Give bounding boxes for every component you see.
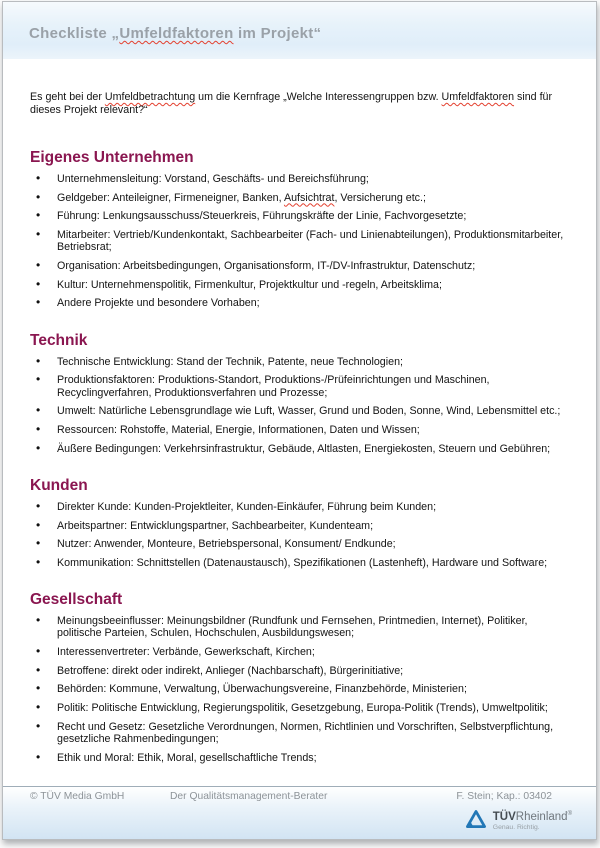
list-item: • Unternehmensleitung: Vorstand, Geschäfts- und Bereichsführung; bbox=[30, 173, 570, 185]
page-title-text: im Projekt“ bbox=[233, 25, 322, 42]
list-item: • Recht und Gesetz: Gesetzliche Verordnungen, Normen, Richtlinien und Vorschriften, Selbstverpflichtung, gesetzliche Rahmenbedingungen; bbox=[30, 721, 570, 745]
footer-copyright: © TÜV Media GmbH bbox=[30, 791, 125, 802]
section-heading: Eigenes Unternehmen bbox=[30, 149, 194, 166]
list-item: • Arbeitspartner: Entwicklungspartner, Sachbearbeiter, Kundenteam; bbox=[30, 520, 570, 532]
tuv-triangle-icon bbox=[465, 809, 487, 829]
intro-misspelled-word: Umfeldfaktoren bbox=[441, 91, 515, 103]
list-item-text: , Versicherung etc.; bbox=[334, 191, 426, 204]
bullet-list bbox=[30, 501, 570, 569]
section-heading: Kunden bbox=[30, 476, 88, 494]
brand-text-block bbox=[493, 808, 572, 831]
list-item: • Produktionsfaktoren: Produktions-Standort, Produktions-/Prüfeinrichtungen und Maschinen, Recyclingverfahren, Produktionsverfahren und Prozesse; bbox=[30, 374, 570, 398]
tuv-rheinland-logo bbox=[465, 808, 572, 831]
list-item: • Interessenvertreter: Verbände, Gewerkschaft, Kirchen; bbox=[30, 646, 570, 658]
list-item: • Technische Entwicklung: Stand der Technik, Patente, neue Technologien; bbox=[30, 356, 570, 368]
document-content bbox=[3, 91, 596, 764]
list-item: • Betroffene: direkt oder indirekt, Anlieger (Nachbarschaft), Bürgerinitiative; bbox=[30, 665, 570, 677]
list-item: • Meinungsbeeinflusser: Meinungsbildner (Rundfunk und Fernsehen, Printmedien, Internet), Politiker, politische Parteien, Schulen, Hochschulen, Ausbildungswesen; bbox=[30, 615, 570, 639]
list-item: • Äußere Bedingungen: Verkehrsinfrastruktur, Gebäude, Altlasten, Energiekosten, Steuern und Gebühren; bbox=[30, 443, 570, 455]
section-heading: Gesellschaft bbox=[30, 591, 123, 609]
list-item-misspelled-word: Aufsichtrat bbox=[283, 191, 335, 204]
brand-name-bold: TÜV bbox=[492, 810, 516, 823]
intro-text: Es geht bei der bbox=[30, 91, 105, 103]
bullet-list bbox=[30, 615, 570, 764]
list-item: • Kultur: Unternehmenspolitik, Firmenkultur, Projektkultur und -regeln, Arbeitsklima; bbox=[30, 279, 570, 291]
list-item: • Ressourcen: Rohstoffe, Material, Energie, Informationen, Daten und Wissen; bbox=[30, 424, 570, 436]
list-item: • Behörden: Kommune, Verwaltung, Überwachungsvereine, Finanzbehörde, Ministerien; bbox=[30, 683, 570, 695]
list-item: • Organisation: Arbeitsbedingungen, Organisationsform, IT-/DV-Infrastruktur, Datenschutz; bbox=[30, 260, 570, 272]
list-item: • Kommunikation: Schnittstellen (Datenaustausch), Spezifikationen (Lastenheft), Hardware und Software; bbox=[30, 557, 570, 569]
section-eigenes-unternehmen bbox=[30, 149, 570, 310]
section-technik bbox=[30, 332, 570, 455]
section-kunden bbox=[30, 477, 570, 569]
list-item: • Politik: Politische Entwicklung, Regierungspolitik, Gesetzgebung, Europa-Politik (Trends), Umweltpolitik; bbox=[30, 702, 570, 714]
document-page bbox=[2, 1, 597, 840]
registered-trademark-icon: ® bbox=[567, 811, 572, 817]
list-item: • Ethik und Moral: Ethik, Moral, gesellschaftliche Trends; bbox=[30, 752, 570, 764]
intro-misspelled-word: Umfeldbetrachtung bbox=[104, 91, 196, 103]
list-item-text: Geldgeber: Anteileigner, Firmeneigner, Banken, bbox=[57, 191, 284, 204]
list-item: • Nutzer: Anwender, Monteure, Betriebspersonal, Konsument/ Endkunde; bbox=[30, 538, 570, 550]
brand-name bbox=[493, 808, 572, 823]
page-title bbox=[29, 25, 321, 42]
intro-paragraph bbox=[30, 91, 570, 116]
list-item: • Mitarbeiter: Vertrieb/Kundenkontakt, Sachbearbeiter (Fach- und Linienabteilungen), Produktionsmitarbeiter, Betriebsrat; bbox=[30, 229, 570, 253]
page-title-text: Checkliste „ bbox=[29, 25, 120, 42]
page-header bbox=[3, 2, 596, 59]
list-item: • Führung: Lenkungsausschuss/Steuerkreis, Führungskräfte der Linie, Fachvorgesetzte; bbox=[30, 210, 570, 222]
bullet-list bbox=[30, 356, 570, 455]
page-footer bbox=[3, 786, 596, 839]
intro-text: sind für dieses Projekt relevant?“ bbox=[30, 91, 553, 116]
intro-text: um die Kernfrage „Welche Interessengruppen bzw. bbox=[195, 91, 442, 103]
list-item: • Andere Projekte und besondere Vorhaben; bbox=[30, 297, 570, 309]
list-item: • Direkter Kunde: Kunden-Projektleiter, Kunden-Einkäufer, Führung beim Kunden; bbox=[30, 501, 570, 513]
footer-publication-title: Der Qualitätsmanagement-Berater bbox=[170, 791, 328, 802]
list-item bbox=[30, 192, 570, 204]
brand-tagline: Genau. Richtig. bbox=[492, 824, 540, 832]
section-gesellschaft bbox=[30, 591, 570, 764]
brand-name-regular: Rheinland bbox=[515, 810, 568, 823]
list-item: • Umwelt: Natürliche Lebensgrundlage wie Luft, Wasser, Grund und Boden, Sonne, Wind, Lebensmittel etc.; bbox=[30, 405, 570, 417]
footer-reference: F. Stein; Kap.: 03402 bbox=[456, 791, 552, 802]
section-heading: Technik bbox=[30, 331, 88, 349]
bullet-list bbox=[30, 173, 570, 310]
page-title-misspelled-word: Umfeldfaktoren bbox=[119, 25, 234, 42]
